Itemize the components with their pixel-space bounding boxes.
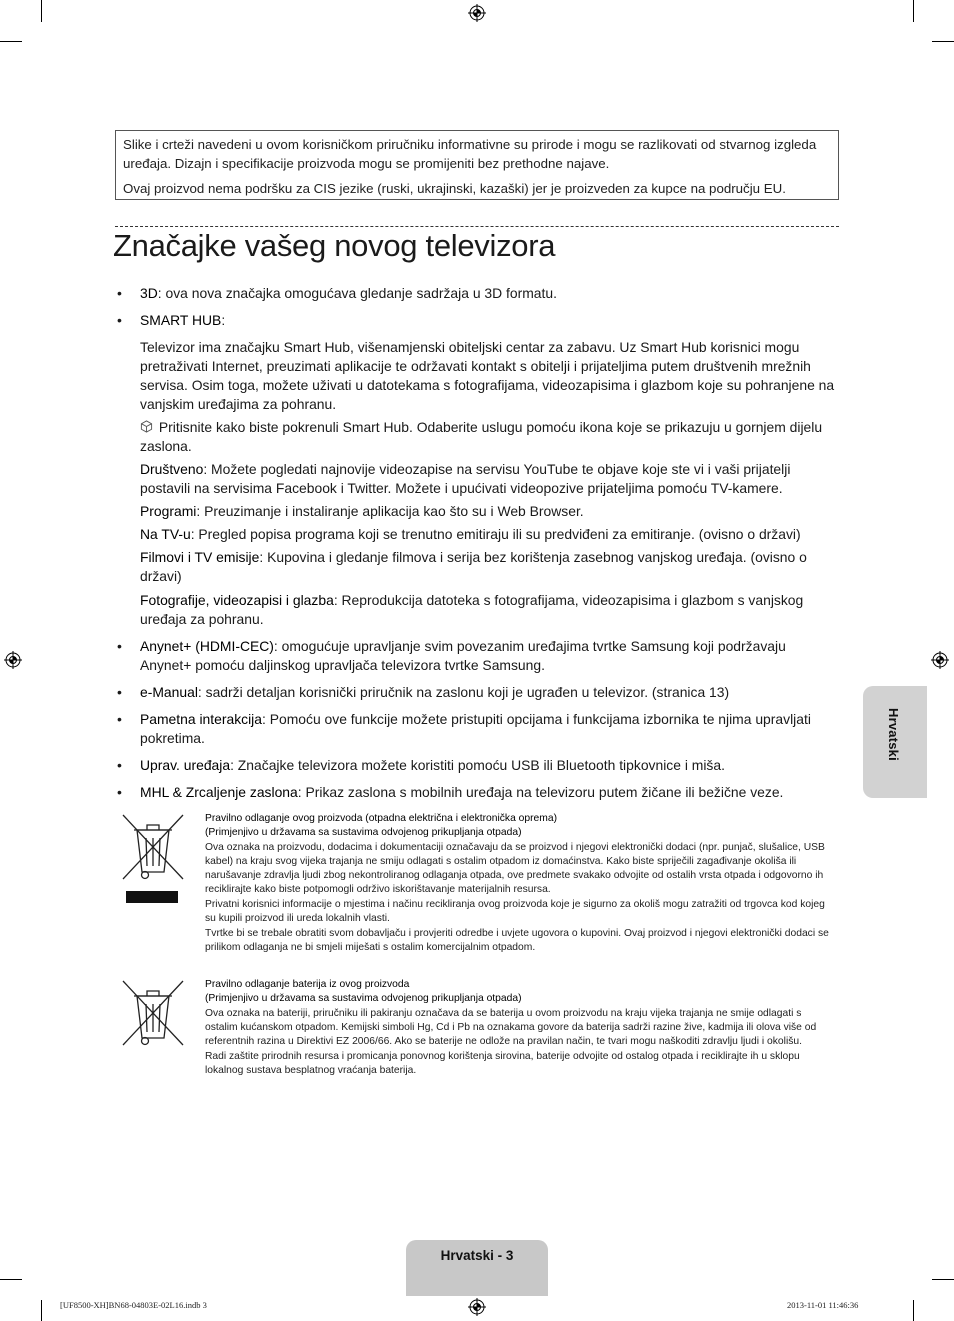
registration-mark-icon [4,651,22,669]
disposal-text: Radi zaštite prirodnih resursa i promicanja ponovnog korištenja sirovina, baterije odvojite od ostalog otpada i reciklirajte ih u sklopu lokalnog sustava besplatnog vraćanja baterija. [205,1051,800,1076]
smart-hub-press [140,418,839,456]
page-number-tab [406,1240,548,1296]
feature-text: : Prikaz zaslona s mobilnih uređaja na televizoru putem žičane ili bežične veze. [297,784,784,800]
page-title: Značajke vašeg novog televizora [113,228,556,263]
print-file-info: [UF8500-XH]BN68-04803E-02L16.indb 3 [60,1300,207,1310]
list-item [115,637,839,675]
smart-hub-intro: Televizor ima značajku Smart Hub, višenamjenski obiteljski centar za zabavu. Uz Smart Hub korisnici mogu pretraživati Internet, preuzimati aplikacije te održavati kontakt s obitelji i prijateljima putem društvenih mrežnih servisa. Osim toga, možete uživati u datotekama s fotografijama, videozapisima i glazbom koje su pohranjene na vanjskim uređajima za pohranu. [140,339,835,412]
crossed-wheelie-bin-icon [120,812,186,908]
feature-text: : [221,312,226,328]
smart-hub-item-text: : Možete pogledati najnovije videozapise na servisu YouTube te objave koje ste vi i vaši prijatelji postavili na servisima Facebook i Twitter. Možete i upućivati videopozive prijateljima pomoću TV-kamere. [140,461,791,496]
smart-hub-item-text: : Pregled popisa programa koji se trenutno emitiraju ili su predviđeni za emitiranje. (ovisno o državi) [190,526,801,542]
feature-label: Anynet+ (HDMI-CEC) [140,638,274,654]
notice-box [115,130,839,200]
feature-label: Pametna interakcija [140,711,262,727]
smart-hub-item [140,591,839,629]
feature-label: SMART HUB [140,312,222,328]
list-item [115,311,839,629]
feature-text: : Pomoću ove funkcije možete pristupiti opcijama i funkcijama izbornika te njima upravljati pokretima. [140,711,811,746]
smart-hub-item [140,548,839,586]
language-side-tab [863,686,927,798]
list-item [115,284,839,303]
list-item [115,756,839,775]
smart-hub-item-label: Društveno [140,461,204,477]
list-item [115,710,839,748]
smart-hub-item-label: Filmovi i TV emisije [140,549,260,565]
page-number: Hrvatski - 3 [440,1248,514,1263]
smart-hub-press-text: Pritisnite kako biste pokrenuli Smart Hub. Odaberite uslugu pomoću ikona koje se prikazuju u gornjem dijelu zaslona. [140,419,823,454]
smart-hub-item-label: Na TV-u [140,526,191,542]
smart-hub-item-text: : Preuzimanje i instaliranje aplikacija kao što su i Web Browser. [196,503,584,519]
crossed-wheelie-bin-icon [120,978,186,1050]
notice-text: Ovaj proizvod nema podršku za CIS jezike (ruski, ukrajinski, kazaški) jer je proizveden za kupce na području EU. [123,181,786,196]
feature-label: MHL & Zrcaljenje zaslona [140,784,298,800]
battery-disposal-info [205,978,835,1078]
smart-hub-item-label: Programi [140,503,197,519]
smart-hub-item [140,460,839,498]
disposal-subheading: (Primjenjivo u državama sa sustavima odvojenog prikupljanja otpada) [205,993,522,1004]
crop-mark-icon [932,41,954,42]
registration-mark-icon [468,4,486,22]
feature-text: : omogućuje upravljanje svim povezanim uređajima tvrtke Samsung koji podržavaju Anynet+ pomoću daljinskog upravljača televizora tvrtke Samsung. [140,638,786,673]
print-timestamp: 2013-11-01 11:46:36 [787,1300,859,1310]
disposal-heading: Pravilno odlaganje baterija iz ovog proizvoda [205,979,410,990]
list-item [115,783,839,802]
disposal-text: Ova oznaka na proizvodu, dodacima i dokumentaciji označavaju da se proizvod i njegovi elektronički dodaci (npr. punjač, slušalice, USB kabel) na kraju svog vijeka trajanja ne smiju odlagati s ostalim otpadom iz domaćinstva. Kako biste spriječili zagađivanje okoliša ili narušavanje zdravlja ljudi zbog nekontroliranog odlaganja otpada, ove predmete svakako odvojite od ostalih vrsta otpada i odgovorno ih reciklirajte kako biste potpomogli održivo iskorištavanje materijalnih resursa. [205,842,825,895]
smart-hub-item [140,502,839,521]
feature-text: : sadrži detaljan korisnički priručnik na zaslonu koji je ugrađen u televizor. (stranica 13) [197,684,730,700]
list-item [115,683,839,702]
feature-text: : Značajke televizora možete koristiti pomoću USB ili Bluetooth tipkovnice i miša. [230,757,725,773]
feature-label: 3D [140,285,158,301]
smart-hub-item-text: : Reprodukcija datoteka s fotografijama, videozapisima i glazbom s vanjskog uređaja za pohranu. [140,592,804,627]
feature-text: : ova nova značajka omogućava gledanje sadržaja u 3D formatu. [157,285,557,301]
crop-mark-icon [41,0,42,22]
crop-mark-icon [913,1300,914,1321]
disposal-subheading: (Primjenjivo u državama sa sustavima odvojenog prikupljanja otpada) [205,827,522,838]
crop-mark-icon [0,41,22,42]
smart-hub-item-label: Fotografije, videozapisi i glazba [140,592,334,608]
weee-disposal-info [205,812,835,955]
disposal-text: Ova oznaka na bateriji, priručniku ili pakiranju označava da se baterija u ovom proizvodu na kraju vijeka trajanja ne smije odlagati s ostalim kućanskom otpadom. Kemijski simboli Hg, Cd i Pb na oznakama govore da baterija sadrži razine žive, kadmija ili olova više od referentnih razina u Direktivi EZ 2006/66. Ako se baterije ne odlože na pravilan način, te tvari mogu naškoditi zdravlju ljudi i okolišu. [205,1008,817,1047]
disposal-text: Tvrtke bi se trebale obratiti svom dobavljaču i provjeriti odredbe i uvjete ugovora o kupovini. Ovaj proizvod i njegovi elektronički dodaci se prilikom odlaganja ne bi smjeli miješati s ostalim komercijalnim otpadom. [205,928,829,953]
registration-mark-icon [468,1298,486,1316]
smart-hub-details [140,338,839,629]
smart-hub-item-text: : Kupovina i gledanje filmova i serija bez korištenja zasebnog vanjskog uređaja. (ovisno o državi) [140,549,807,584]
feature-label: e-Manual [140,684,198,700]
smart-hub-cube-icon [140,420,153,433]
notice-text: Slike i crteži navedeni u ovom korisničkom priručniku informativne su prirode i mogu se razlikovati od stvarnog izgleda uređaja. Dizajn i specifikacije proizvoda mogu se promijeniti bez prethodne najave. [123,137,817,171]
language-side-tab-label: Hrvatski [886,708,901,761]
disposal-heading: Pravilno odlaganje ovog proizvoda (otpadna električna i elektronička oprema) [205,813,558,824]
crop-mark-icon [41,1300,42,1321]
feature-list [115,284,839,810]
crop-mark-icon [932,1279,954,1280]
feature-label: Uprav. uređaja [140,757,231,773]
crop-mark-icon [913,0,914,22]
section-divider [115,226,839,227]
disposal-text: Privatni korisnici informacije o mjestima i načinu recikliranja ovog proizvoda koje je sigurno za okoliš mogu zatražiti od trgovca kod kojeg su kupili proizvod ili ureda lokalnih vlasti. [205,899,825,924]
smart-hub-item [140,525,839,544]
registration-mark-icon [931,651,949,669]
crop-mark-icon [0,1279,22,1280]
